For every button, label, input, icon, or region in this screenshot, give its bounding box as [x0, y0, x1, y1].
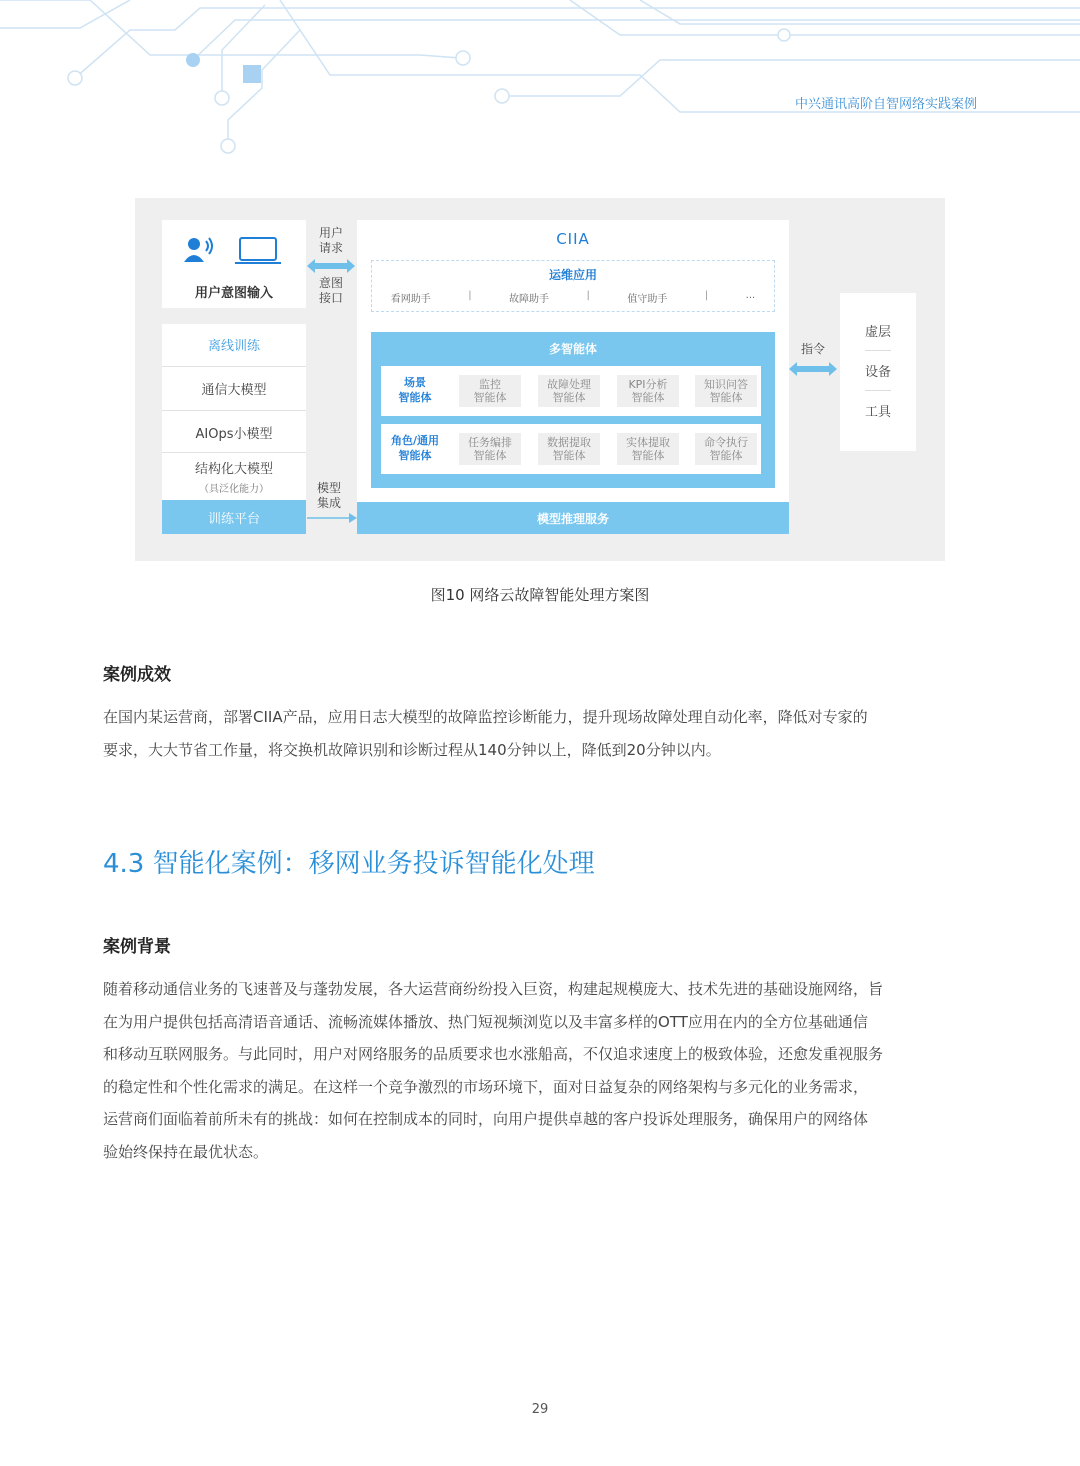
intent-interface-label: 意图 接口	[318, 276, 343, 305]
model-integration-label: 模型 集成	[316, 481, 341, 510]
multi-agent-title: 多智能体	[548, 342, 597, 356]
training-item: AIOps小模型	[195, 426, 273, 442]
agent-card: KPI分析 智能体	[617, 375, 679, 407]
ops-app-item: ...	[745, 290, 756, 301]
command-label: 指令	[800, 342, 825, 356]
resource-box	[840, 293, 916, 451]
training-item: 通信大模型	[201, 382, 267, 398]
paragraph-line: 要求，大大节省工作量，将交换机故障识别和诊断过程从140分钟以上，降低到20分钟以内。	[103, 740, 721, 759]
effect-heading: 案例成效	[103, 665, 171, 685]
scenario-agent-row	[381, 366, 761, 416]
page-number: 29	[531, 1402, 549, 1417]
paragraph-line: 运营商们面临着前所未有的挑战：如何在控制成本的同时，向用户提供卓越的客户投诉处理服务，确保用户的网络体	[103, 1110, 869, 1128]
paragraph-line: 在国内某运营商，部署CIIA产品，应用日志大模型的故障监控诊断能力，提升现场故障处理自动化率，降低对专家的	[103, 708, 868, 726]
laptop-icon	[234, 236, 282, 266]
ops-app-item: 故障助手	[509, 294, 550, 305]
agent-card: 知识问答 智能体	[695, 375, 757, 407]
resource-item: 工具	[864, 405, 891, 420]
background-heading: 案例背景	[103, 937, 171, 957]
ciia-panel	[357, 220, 789, 534]
training-column	[162, 324, 306, 534]
agent-card: 任务编排 智能体	[459, 433, 521, 465]
user-voice-icon	[184, 236, 216, 264]
training-item: 结构化大模型 （具泛化能力）	[162, 458, 306, 495]
background-paragraph	[103, 973, 979, 1168]
right-arrow-icon	[307, 512, 357, 524]
ops-app-box	[371, 260, 775, 312]
bidirectional-arrow-icon	[307, 259, 355, 273]
solution-diagram	[135, 198, 945, 561]
offline-training-header: 离线训练	[207, 338, 260, 354]
paragraph-line: 随着移动通信业务的飞速普及与蓬勃发展，各大运营商纷纷投入巨资，构建起规模庞大、技术先进的基础设施网络，旨	[103, 980, 884, 998]
paragraph-line: 的稳定性和个性化需求的满足。在这样一个竞争激烈的市场环境下，面对日益复杂的网络架构与多元化的业务需求，	[103, 1077, 869, 1096]
ops-app-item: 看网助手	[390, 294, 431, 305]
user-intent-label: 用户意图输入	[194, 286, 273, 301]
document-title: 中兴通讯高阶自智网络实践案例	[794, 97, 977, 112]
agent-card: 故障处理 智能体	[538, 375, 600, 407]
role-agent-label: 角色/通用 智能体	[390, 434, 440, 462]
paragraph-line: 和移动互联网服务。与此同时，用户对网络服务的品质要求也水涨船高，不仅追求速度上的极致体验，还愈发重视服务	[103, 1045, 884, 1063]
agent-card: 命令执行 智能体	[695, 433, 757, 465]
scenario-agent-label: 场景 智能体	[398, 376, 432, 404]
ciia-title: CIIA	[556, 230, 590, 248]
effect-paragraph	[103, 701, 979, 766]
agent-card: 实体提取 智能体	[617, 433, 679, 465]
section-title: 4.3 智能化案例：移网业务投诉智能化处理	[103, 849, 595, 879]
agent-card: 监控 智能体	[459, 375, 521, 407]
resource-item: 虚层	[864, 325, 891, 340]
role-agent-row	[381, 424, 761, 474]
figure-caption: 图10 网络云故障智能处理方案图	[430, 586, 650, 604]
agent-card: 数据提取 智能体	[538, 433, 600, 465]
training-note: （具泛化能力）	[199, 484, 269, 495]
circuit-decoration	[0, 0, 1080, 170]
ops-app-items: 看网助手 | 故障助手 | 值守助手 | ...	[390, 290, 756, 305]
bidirectional-arrow-icon	[789, 362, 837, 376]
training-platform-bar: 训练平台	[162, 500, 306, 534]
paragraph-line: 在为用户提供包括高清语音通话、流畅流媒体播放、热门短视频浏览以及丰富多样的OTT应用在内的全方位基础通信	[103, 1012, 868, 1031]
multi-agent-box	[371, 332, 775, 488]
ops-app-title: 运维应用	[548, 268, 597, 282]
user-intent-box	[162, 220, 306, 308]
inference-service-bar: 模型推理服务	[357, 502, 789, 534]
ops-app-item: 值守助手	[627, 294, 668, 305]
resource-item: 设备	[864, 365, 891, 380]
user-request-label: 用户 请求	[318, 226, 343, 255]
paragraph-line: 验始终保持在最优状态。	[103, 1142, 269, 1161]
